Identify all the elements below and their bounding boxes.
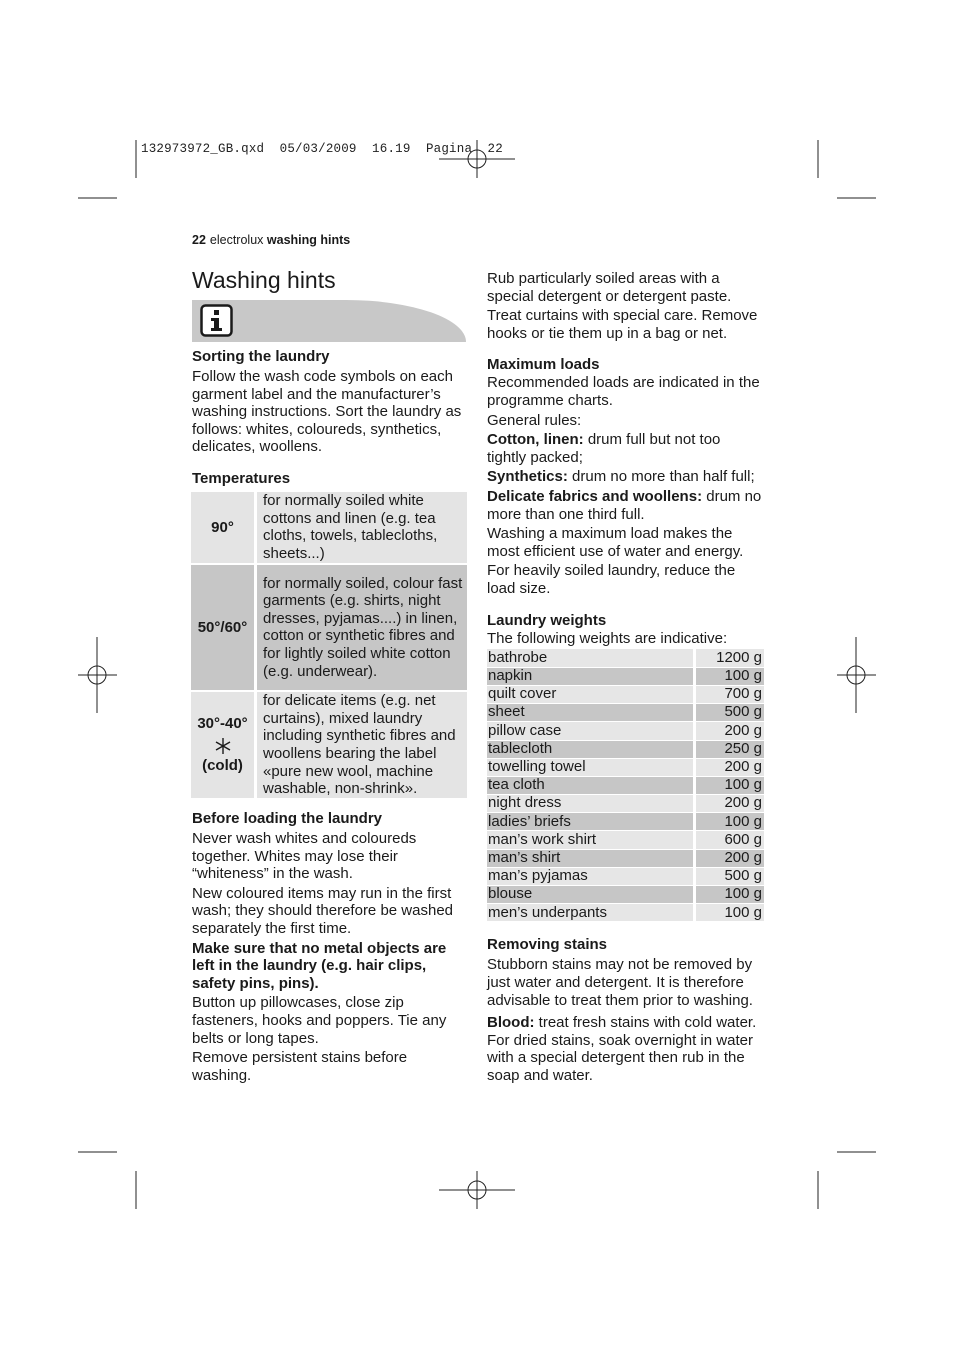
max-loads-p1: Recommended loads are indicated in the programme charts.: [487, 374, 760, 409]
cotton-text: drum full but not too tightly packed;: [487, 431, 721, 466]
delicates-label: Delicate fabrics and woollens:: [487, 487, 703, 505]
stains-heading: Removing stains: [487, 936, 608, 954]
weights-intro: The following weights are indicative:: [487, 629, 728, 647]
right-column: [487, 270, 763, 1085]
weight-value: 100 g: [694, 667, 764, 685]
weight-item: sheet: [487, 704, 694, 722]
table-row: [487, 813, 764, 831]
weight-value: 200 g: [694, 722, 764, 740]
temp-description: for delicate items (e.g. net curtains), mixed laundry including synthetic fibres and woollens bearing the label «pure new wool, machine washable, non-shrink».: [257, 692, 467, 798]
temp-cell: 90°: [191, 492, 257, 563]
weight-value: 200 g: [694, 758, 764, 776]
table-row: [487, 685, 764, 703]
synthetics-rule: [487, 468, 763, 486]
page-title: Washing hints: [192, 267, 336, 293]
table-row: [487, 740, 764, 758]
table-row: [487, 795, 764, 813]
weight-item: bathrobe: [487, 649, 694, 667]
before-loading-p1: Never wash whites and coloureds together. Whites may lose their “whiteness” in the wash.: [192, 829, 417, 883]
brand-name: electrolux: [209, 233, 264, 247]
weight-value: 100 g: [694, 776, 764, 794]
blood-text: treat fresh stains with cold water. For dried stains, soak overnight in water with a special detergent then rub in the soap and water.: [487, 1014, 757, 1084]
weight-item: pillow case: [487, 722, 694, 740]
intro-p1: Rub particularly soiled areas with a special detergent or detergent paste.: [487, 270, 732, 305]
cotton-rule: [487, 431, 763, 466]
table-row: [487, 831, 764, 849]
temp-description: for normally soiled white cottons and linen (e.g. tea cloths, towels, tablecloths, sheets...): [257, 492, 467, 563]
table-row: [487, 649, 764, 667]
weight-value: 600 g: [694, 831, 764, 849]
temperatures-heading: Temperatures: [192, 469, 291, 487]
metal-objects-warning: Make sure that no metal objects are left in the laundry (e.g. hair clips, safety pins, pins).: [192, 939, 447, 992]
table-row: [487, 776, 764, 794]
weight-value: 100 g: [694, 886, 764, 904]
weight-value: 250 g: [694, 740, 764, 758]
table-row: [191, 565, 467, 690]
snowflake-icon: [214, 737, 232, 755]
weight-value: 200 g: [694, 849, 764, 867]
weight-item: night dress: [487, 795, 694, 813]
weight-item: quilt cover: [487, 685, 694, 703]
delicates-rule: [487, 488, 763, 523]
weight-item: men’s underpants: [487, 904, 694, 922]
before-loading-p3: Button up pillowcases, close zip fasteners, hooks and poppers. Tie any belts or long tapes.: [192, 994, 447, 1047]
table-row: [487, 867, 764, 885]
weight-item: blouse: [487, 886, 694, 904]
weight-value: 1200 g: [694, 649, 764, 667]
max-loads-p3: Washing a maximum load makes the most efficient use of water and energy.: [487, 525, 744, 560]
weight-value: 200 g: [694, 795, 764, 813]
table-row: [191, 692, 467, 798]
weight-item: towelling towel: [487, 758, 694, 776]
sorting-heading: Sorting the laundry: [192, 348, 330, 365]
table-row: [191, 492, 467, 563]
cotton-label: Cotton, linen:: [487, 431, 584, 449]
intro-p2: Treat curtains with special care. Remove hooks or tie them up in a bag or net.: [487, 307, 758, 342]
blood-rule: [487, 1014, 763, 1084]
temp-description: for normally soiled, colour fast garments (e.g. shirts, night dresses, pyjamas....) in linen, cotton or synthetic fibres and for lightly soiled white cotton (e.g. underwear).: [257, 565, 467, 690]
table-row: [487, 667, 764, 685]
weight-value: 100 g: [694, 904, 764, 922]
weight-value: 500 g: [694, 704, 764, 722]
table-row: [487, 886, 764, 904]
temp-value: 30°-40°: [197, 715, 248, 733]
table-row: [487, 849, 764, 867]
weight-item: man’s shirt: [487, 849, 694, 867]
temperatures-table: [191, 490, 467, 800]
sorting-text: Follow the wash code symbols on each garment label and the manufacturer’s washing instructions. Sort the laundry as follows: whites, coloureds, synthetics, delicates, woollens.: [192, 368, 462, 456]
info-icon: [200, 304, 233, 337]
temp-cell: [191, 692, 257, 798]
weight-item: tablecloth: [487, 740, 694, 758]
temp-cell: 50°/60°: [191, 565, 257, 690]
synthetics-text: drum no more than half full;: [567, 468, 755, 486]
weight-item: man’s pyjamas: [487, 867, 694, 885]
page-number: 22: [192, 233, 206, 247]
before-loading-p4: Remove persistent stains before washing.: [192, 1049, 408, 1084]
table-row: [487, 904, 764, 922]
before-loading-heading: Before loading the laundry: [192, 809, 383, 827]
table-row: [487, 758, 764, 776]
section-name: washing hints: [266, 233, 351, 247]
blood-label: Blood:: [487, 1014, 535, 1032]
max-loads-p2: General rules:: [487, 411, 582, 429]
max-loads-heading: Maximum loads: [487, 356, 600, 374]
weight-value: 700 g: [694, 685, 764, 703]
weight-item: ladies’ briefs: [487, 813, 694, 831]
delicates-text: drum no more than one third full.: [487, 487, 762, 523]
cold-label: (cold): [202, 756, 243, 774]
before-loading-p2: New coloured items may run in the first wash; they should therefore be washed separately the first time.: [192, 884, 453, 937]
table-row: [487, 704, 764, 722]
page-header: [192, 233, 350, 247]
info-band: [192, 300, 466, 342]
weights-table: [487, 649, 764, 922]
weights-heading: Laundry weights: [487, 611, 607, 629]
table-row: [487, 722, 764, 740]
left-column: [192, 266, 468, 1084]
weight-value: 100 g: [694, 813, 764, 831]
weight-item: napkin: [487, 667, 694, 685]
stains-p1: Stubborn stains may not be removed by just water and detergent. It is therefore advisable to treat them prior to washing.: [487, 956, 753, 1009]
print-slug: 132973972_GB.qxd 05/03/2009 16.19 Pagina 22: [141, 142, 503, 156]
weight-value: 500 g: [694, 867, 764, 885]
weight-item: man’s work shirt: [487, 831, 694, 849]
max-loads-p4: For heavily soiled laundry, reduce the load size.: [487, 562, 736, 597]
weight-item: tea cloth: [487, 776, 694, 794]
synthetics-label: Synthetics:: [487, 468, 568, 486]
